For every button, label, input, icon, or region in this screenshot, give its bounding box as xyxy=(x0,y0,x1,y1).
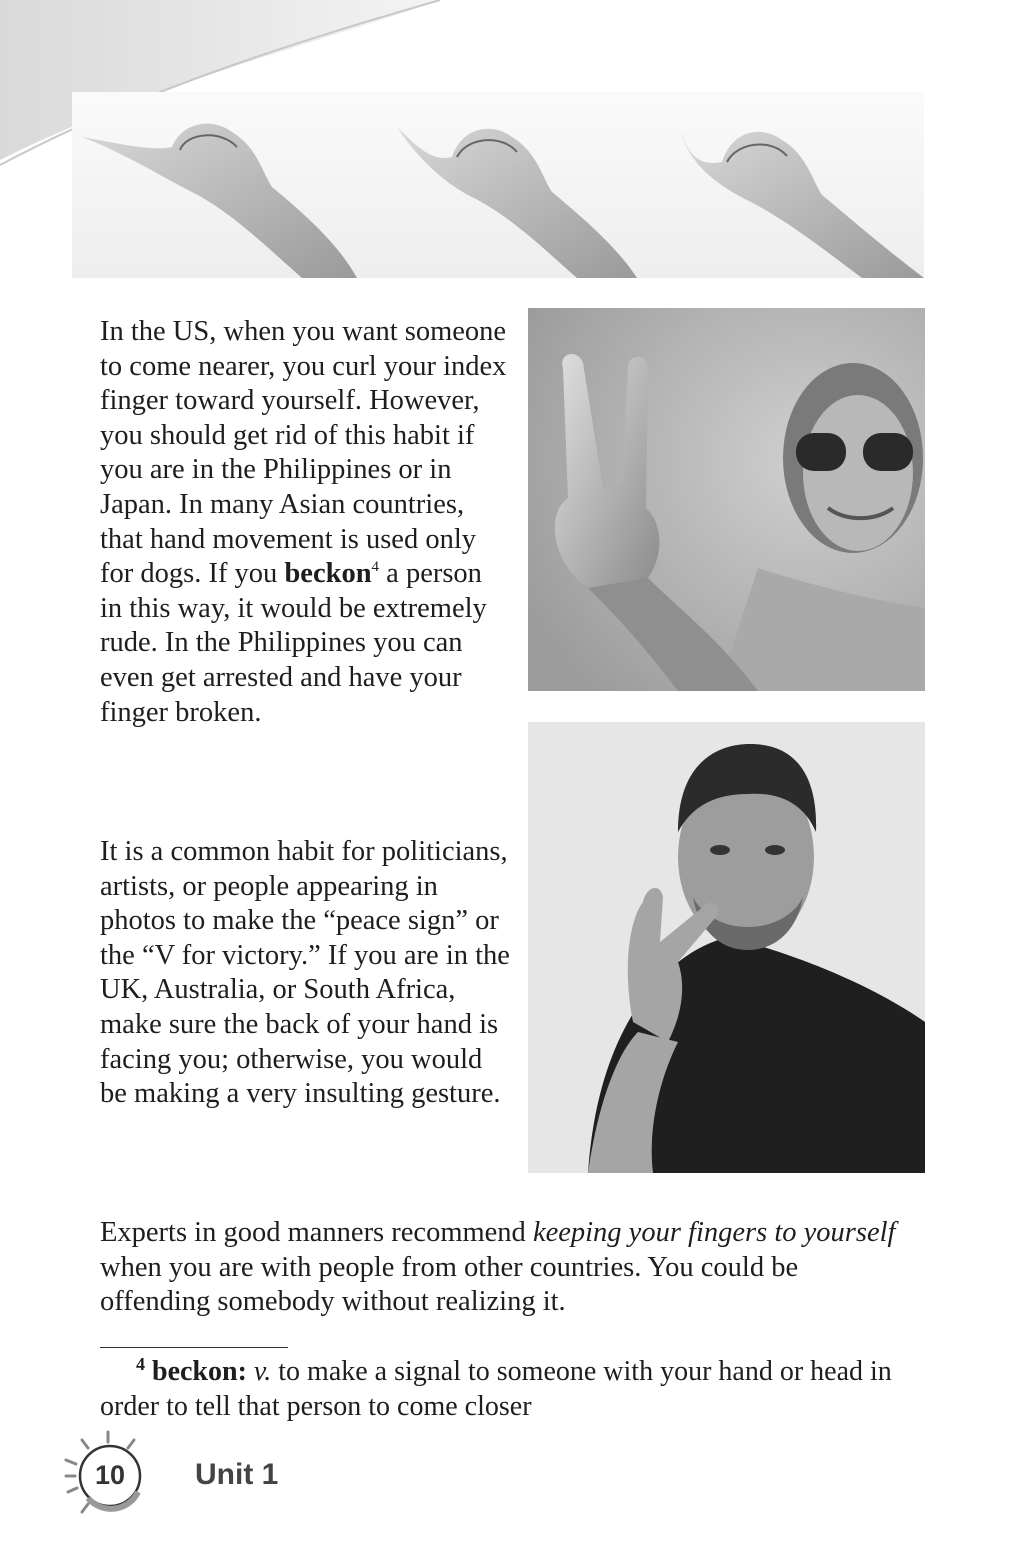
man-v-sign-photo xyxy=(528,722,925,1173)
footnote xyxy=(100,1354,940,1424)
paragraph3-italic-phrase: keeping your fingers to yourself xyxy=(532,1217,896,1248)
paragraph1-text-end: a person in this way, it would be extremely rude. In the Philippines you can even get arrested and have your finger broken. xyxy=(100,558,487,728)
beckoning-hands-photo xyxy=(72,92,924,278)
paragraph1-text-start: In the US, when you want someone to come nearer, you curl your index finger toward yourself. However, you should get rid of this habit if you are in the Philippines or in Japan. In many Asian countries, that hand movement is used only for dogs. If you xyxy=(100,316,507,590)
footnote-ref: 4 xyxy=(371,559,380,576)
keyword-beckon: beckon xyxy=(284,558,372,590)
footnote-part-of-speech: v. xyxy=(253,1356,272,1387)
paragraph-experts xyxy=(100,1216,900,1320)
woman-peace-sign-photo xyxy=(528,308,925,691)
footnote-term: beckon: xyxy=(152,1356,247,1387)
paragraph3-text-end: when you are with people from other countries. You could be offending somebody without realizing it. xyxy=(100,1251,799,1318)
footnote-number: 4 xyxy=(136,1354,145,1374)
paragraph2-text: It is a common habit for politicians, artists, or people appearing in photos to make the “peace sign” or the “V for victory.” If you are in the UK, Australia, or South Africa, make sure the back of your hand is facing you; otherwise, you would be making a very insulting gesture. xyxy=(100,836,510,1110)
page-number: 10 xyxy=(94,1460,126,1490)
paragraph-peace-sign xyxy=(100,835,510,1112)
paragraph3-text-start: Experts in good manners recommend xyxy=(100,1217,533,1248)
footnote-definition: to make a signal to someone with your hand or head in order to tell that person to come closer xyxy=(100,1356,892,1422)
paragraph-beckoning xyxy=(100,315,510,730)
footnote-divider xyxy=(100,1347,288,1348)
unit-label: Unit 1 xyxy=(195,1458,279,1491)
